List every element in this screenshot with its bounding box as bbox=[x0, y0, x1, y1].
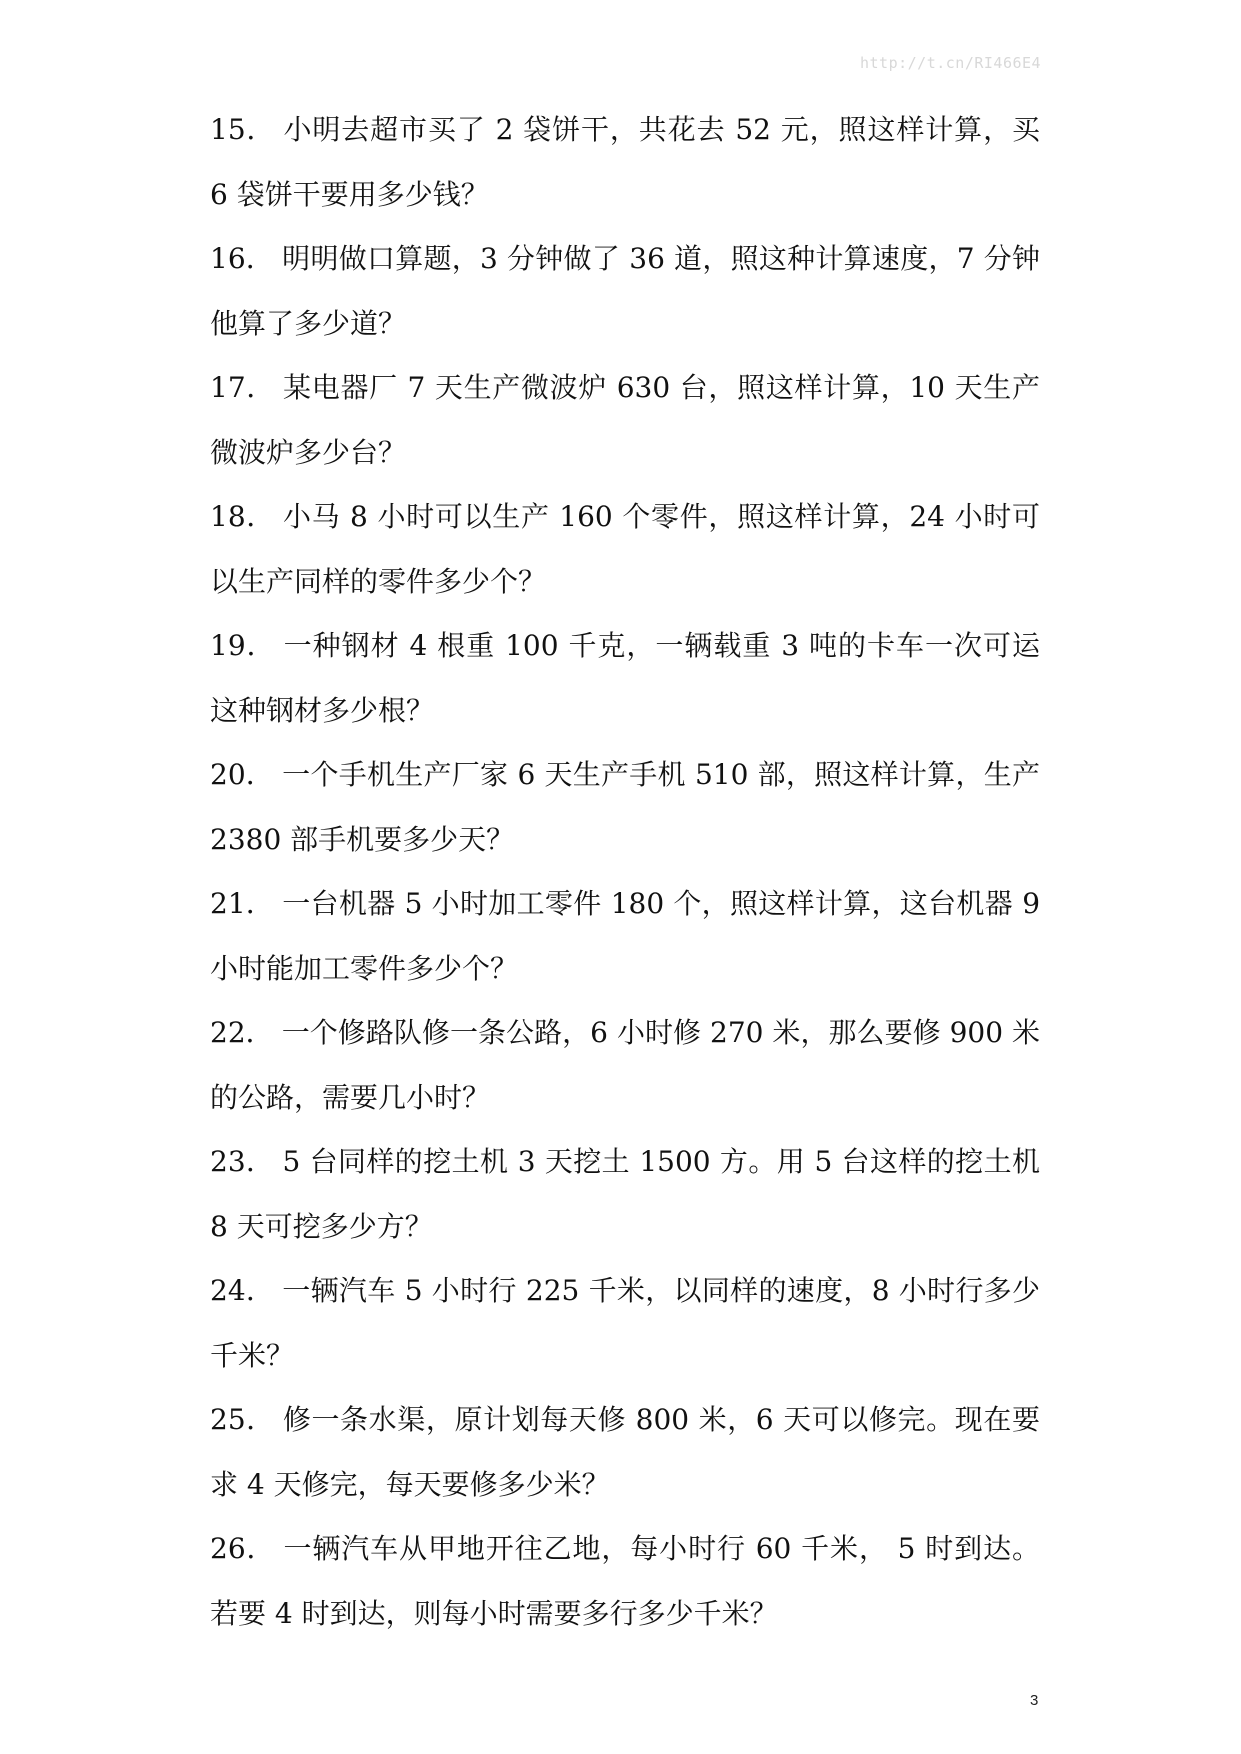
page-number: 3 bbox=[1030, 1692, 1039, 1709]
problem-number: 26． bbox=[210, 1532, 276, 1565]
problem-text: 一个手机生产厂家 6 天生产手机 510 部，照这样计算，生产 2380 部手机要多少天？ bbox=[210, 758, 1040, 856]
problem-15 bbox=[210, 98, 1040, 227]
problem-list bbox=[210, 98, 1040, 1646]
problem-number: 17． bbox=[210, 371, 276, 404]
problem-text: 一辆汽车 5 小时行 225 千米，以同样的速度，8 小时行多少千米？ bbox=[210, 1274, 1040, 1372]
problem-text: 一种钢材 4 根重 100 千克，一辆载重 3 吨的卡车一次可运这种钢材多少根？ bbox=[210, 629, 1040, 727]
problem-text: 修一条水渠，原计划每天修 800 米，6 天可以修完。现在要求 4 天修完，每天要修多少米？ bbox=[210, 1403, 1040, 1501]
problem-25 bbox=[210, 1388, 1040, 1517]
problem-19 bbox=[210, 614, 1040, 743]
problem-22 bbox=[210, 1001, 1040, 1130]
problem-21 bbox=[210, 872, 1040, 1001]
problem-26 bbox=[210, 1517, 1040, 1646]
problem-number: 24． bbox=[210, 1274, 275, 1307]
problem-number: 16． bbox=[210, 242, 275, 275]
problem-text: 小明去超市买了 2 袋饼干，共花去 52 元，照这样计算，买 6 袋饼干要用多少钱？ bbox=[210, 113, 1040, 211]
problem-text: 某电器厂 7 天生产微波炉 630 台，照这样计算，10 天生产微波炉多少台？ bbox=[210, 371, 1040, 469]
problem-number: 22． bbox=[210, 1016, 274, 1049]
problem-number: 18． bbox=[210, 500, 276, 533]
problem-23 bbox=[210, 1130, 1040, 1259]
problem-16 bbox=[210, 227, 1040, 356]
problem-text: 一辆汽车从甲地开往乙地，每小时行 60 千米， 5 时到达。若要 4 时到达，则每小时需要多行多少千米？ bbox=[210, 1532, 1040, 1630]
problem-text: 一个修路队修一条公路，6 小时修 270 米，那么要修 900 米的公路，需要几小时？ bbox=[210, 1016, 1040, 1114]
problem-20 bbox=[210, 743, 1040, 872]
problem-number: 21． bbox=[210, 887, 275, 920]
problem-number: 23． bbox=[210, 1145, 275, 1178]
problem-number: 20． bbox=[210, 758, 275, 791]
problem-17 bbox=[210, 356, 1040, 485]
problem-number: 19． bbox=[210, 629, 276, 662]
problem-number: 25． bbox=[210, 1403, 275, 1436]
problem-24 bbox=[210, 1259, 1040, 1388]
problem-number: 15． bbox=[210, 113, 276, 146]
problem-18 bbox=[210, 485, 1040, 614]
problem-text: 小马 8 小时可以生产 160 个零件，照这样计算，24 小时可以生产同样的零件多少个？ bbox=[210, 500, 1040, 598]
problem-text: 5 台同样的挖土机 3 天挖土 1500 方。用 5 台这样的挖土机 8 天可挖多少方？ bbox=[210, 1145, 1040, 1243]
problem-text: 明明做口算题，3 分钟做了 36 道，照这种计算速度，7 分钟他算了多少道？ bbox=[210, 242, 1040, 340]
problem-text: 一台机器 5 小时加工零件 180 个，照这样计算，这台机器 9 小时能加工零件多少个？ bbox=[210, 887, 1041, 985]
watermark-url: http://t.cn/RI466E4 bbox=[860, 54, 1042, 72]
